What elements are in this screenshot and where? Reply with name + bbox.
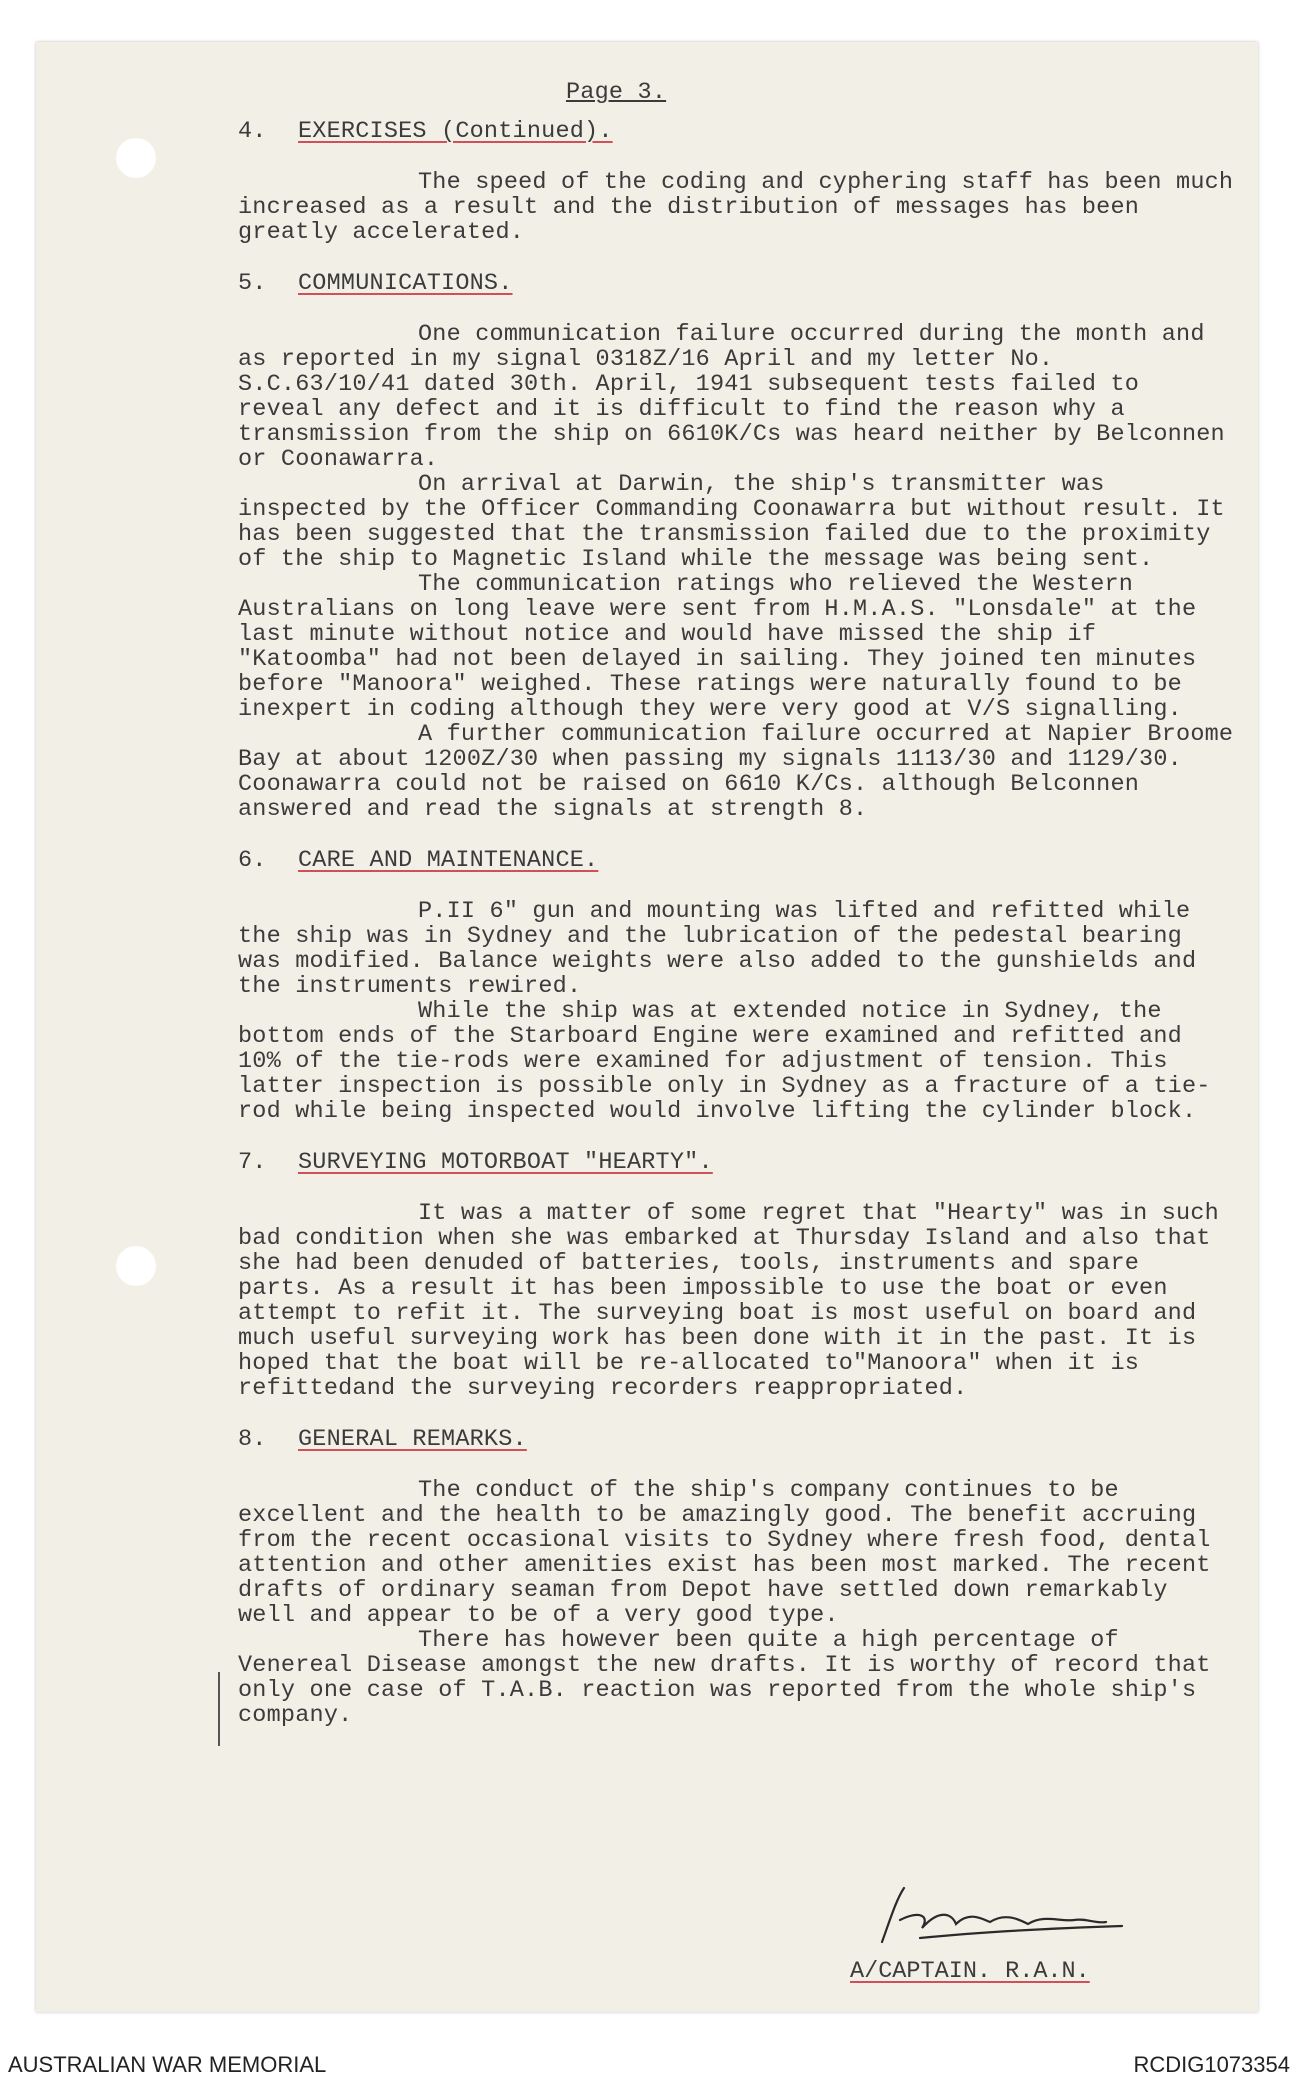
- margin-mark: [218, 1672, 220, 1746]
- signature-rank: A/CAPTAIN. R.A.N.: [850, 1958, 1090, 1985]
- paragraph: On arrival at Darwin, the ship's transmitter was inspected by the Officer Commanding Coonawarra but without result. It has been suggested that the transmission failed due to the proximity of the ship to Magnetic Island while the message was being sent.: [238, 471, 1225, 573]
- paragraph: It was a matter of some regret that "Hearty" was in such bad condition when she was embarked at Thursday Island and also that she had been denuded of batteries, tools, instruments and spare parts. As a result it has been impossible to use the boat or even attempt to refit it. The surveying boat is most useful on board and much useful surveying work has been done with it in the past. It is hoped that the boat will be re-allocated to"Manoora" when it is refittedand the surveying recorders reappropriated.: [238, 1200, 1219, 1402]
- paragraph: P.II 6" gun and mounting was lifted and refitted while the ship was in Sydney and the lubrication of the pedestal bearing was modified. Balance weights were also added to the gunshields and the instruments rewired.: [238, 898, 1197, 1000]
- paragraph: A further communication failure occurred at Napier Broome Bay at about 1200Z/30 when passing my signals 1113/30 and 1129/30. Coonawarra could not be raised on 6610 K/Cs. although Belconnen answered and read the signals at strength 8.: [238, 721, 1234, 823]
- section-general-remarks: [238, 1427, 1238, 1728]
- paragraph: The communication ratings who relieved the Western Australians on long leave were sent from H.M.A.S. "Lonsdale" at the last minute without notice and would have missed the ship if "Katoomba" had not been delayed in sailing. They joined ten minutes before "Manoora" weighed. These ratings were naturally found to be inexpert in coding although they were very good at V/S signalling.: [238, 571, 1197, 723]
- section-exercises: [238, 119, 1238, 245]
- section-number: 4.: [238, 118, 267, 145]
- punch-hole: [116, 1246, 156, 1286]
- paragraph: One communication failure occurred during the month and as reported in my signal 0318Z/16 April and my letter No. S.C.63/10/41 dated 30th. April, 1941 subsequent tests failed to reveal any defect and it is difficult to find the reason why a transmission from the ship on 6610K/Cs was heard neither by Belconnen or Coonawarra.: [238, 321, 1225, 473]
- archive-record-id: RCDIG1073354: [1133, 2052, 1290, 2077]
- section-title: EXERCISES (Continued).: [298, 118, 613, 145]
- archive-name: AUSTRALIAN WAR MEMORIAL: [8, 2052, 327, 2077]
- page-header: Page 3.: [566, 79, 667, 106]
- paragraph: There has however been quite a high percentage of Venereal Disease amongst the new drafts. It is worthy of record that only one case of T.A.B. reaction was reported from the whole ship's company.: [238, 1627, 1211, 1729]
- section-paragraphs: [238, 322, 1238, 822]
- section-heading: [238, 1150, 1238, 1175]
- section-care-and-maintenance: [238, 848, 1238, 1124]
- paragraph: The conduct of the ship's company continues to be excellent and the health to be amazingly good. The benefit accruing from the recent occasional visits to Sydney where fresh food, dental attention and other amenities exist has been most marked. The recent drafts of ordinary seaman from Depot have settled down remarkably well and appear to be of a very good type.: [238, 1477, 1211, 1629]
- section-number: 8.: [238, 1426, 267, 1453]
- handwritten-signature: [860, 1880, 1160, 1950]
- section-heading: [238, 848, 1238, 873]
- section-title: GENERAL REMARKS.: [298, 1426, 527, 1453]
- section-paragraphs: [238, 899, 1238, 1124]
- section-title: CARE AND MAINTENANCE.: [298, 847, 599, 874]
- document-body: [238, 80, 1238, 1728]
- section-heading: [238, 1427, 1238, 1452]
- section-paragraphs: [238, 1201, 1238, 1401]
- section-heading: [238, 119, 1238, 144]
- section-number: 6.: [238, 847, 267, 874]
- punch-hole: [116, 138, 156, 178]
- section-communications: [238, 271, 1238, 822]
- paragraph: The speed of the coding and cyphering staff has been much increased as a result and the distribution of messages has been greatly accelerated.: [238, 169, 1234, 246]
- section-surveying-motorboat: [238, 1150, 1238, 1401]
- paragraph: While the ship was at extended notice in Sydney, the bottom ends of the Starboard Engine were examined and refitted and 10% of the tie-rods were examined for adjustment of tension. This latter inspection is possible only in Sydney as a fracture of a tie-rod while being inspected would involve lifting the cylinder block.: [238, 998, 1211, 1125]
- section-number: 5.: [238, 270, 267, 297]
- section-title: COMMUNICATIONS.: [298, 270, 513, 297]
- section-paragraphs: [238, 170, 1238, 245]
- section-number: 7.: [238, 1149, 267, 1176]
- section-paragraphs: [238, 1478, 1238, 1728]
- section-title: SURVEYING MOTORBOAT "HEARTY".: [298, 1149, 713, 1176]
- archive-footer: [0, 2048, 1302, 2082]
- section-heading: [238, 271, 1238, 296]
